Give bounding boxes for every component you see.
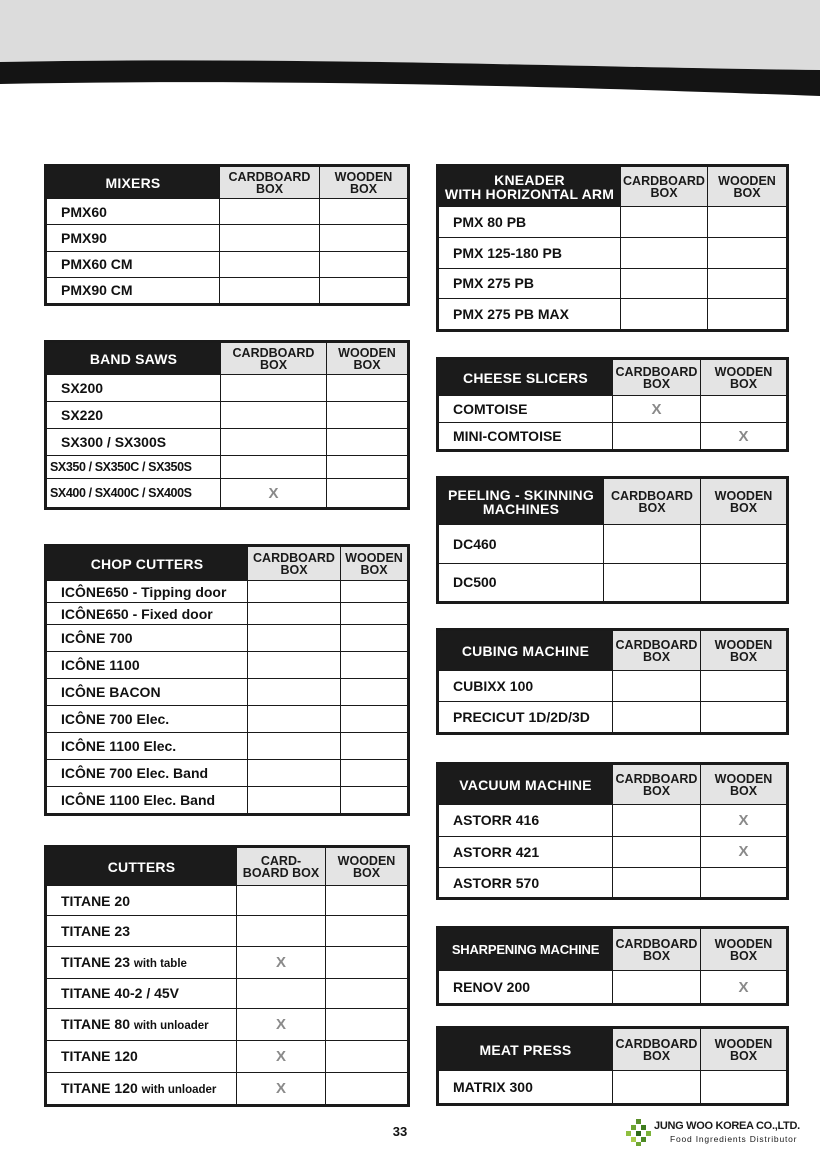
header-swoosh: [0, 0, 820, 100]
table-title: BAND SAWS: [47, 343, 221, 375]
wooden-cell: [320, 251, 408, 277]
cardboard-cell: X: [237, 946, 326, 978]
cardboard-cell: [248, 787, 341, 814]
peeling-skinning-table: [436, 476, 789, 604]
wooden-cell: [326, 1072, 408, 1104]
cardboard-cell: [613, 971, 701, 1004]
table-title: CUTTERS: [47, 848, 237, 886]
cardboard-cell: [237, 978, 326, 1008]
col-cardboard-box: CARDBOARD BOX: [604, 479, 701, 525]
wooden-cell: [708, 268, 787, 299]
product-name: PMX90: [47, 225, 220, 251]
col-wooden-box: WOODEN BOX: [701, 929, 787, 971]
col-cardboard-box: CARDBOARD BOX: [621, 167, 708, 207]
cardboard-cell: [621, 207, 708, 238]
cardboard-cell: [248, 581, 341, 603]
product-name: ICÔNE650 - Fixed door: [47, 603, 248, 625]
product-name: SX350 / SX350C / SX350S: [47, 455, 221, 479]
wooden-cell: [708, 237, 787, 268]
wooden-cell: [341, 603, 408, 625]
wooden-cell: [341, 787, 408, 814]
product-name: ICÔNE 700: [47, 625, 248, 652]
product-name: PMX60: [47, 199, 220, 225]
cardboard-cell: [220, 199, 320, 225]
cardboard-cell: [237, 916, 326, 946]
col-wooden-box: WOODEN BOX: [701, 631, 787, 671]
product-name: PMX 275 PB: [439, 268, 621, 299]
kneader-table: [436, 164, 789, 332]
product-name: PMX 80 PB: [439, 207, 621, 238]
cardboard-cell: [220, 225, 320, 251]
wooden-cell: [326, 916, 408, 946]
company-name: JUNG WOO KOREA CO.,LTD.: [654, 1120, 800, 1132]
wooden-cell: X: [701, 423, 787, 450]
cubing-machine-table: [436, 628, 789, 735]
wooden-cell: [701, 868, 787, 898]
product-name: PRECICUT 1D/2D/3D: [439, 702, 613, 733]
product-name: TITANE 120: [47, 1040, 237, 1072]
product-name: TITANE 23 with table: [47, 946, 237, 978]
cardboard-cell: [248, 679, 341, 706]
wooden-cell: [320, 277, 408, 303]
wooden-cell: [341, 760, 408, 787]
wooden-cell: X: [701, 971, 787, 1004]
wooden-cell: [320, 199, 408, 225]
product-name: ICÔNE BACON: [47, 679, 248, 706]
product-name: TITANE 120 with unloader: [47, 1072, 237, 1104]
col-wooden-box: WOODEN BOX: [701, 479, 787, 525]
wooden-cell: [341, 679, 408, 706]
wooden-cell: [701, 396, 787, 423]
col-wooden-box: WOODEN BOX: [701, 1029, 787, 1071]
wooden-cell: [701, 525, 787, 564]
cardboard-cell: [613, 702, 701, 733]
cardboard-cell: [221, 375, 327, 402]
cardboard-cell: [248, 706, 341, 733]
col-wooden-box: WOODEN BOX: [701, 765, 787, 805]
col-cardboard-box: CARDBOARD BOX: [613, 1029, 701, 1071]
col-wooden-box: WOODEN BOX: [708, 167, 787, 207]
product-name: SX220: [47, 401, 221, 428]
cardboard-cell: X: [613, 396, 701, 423]
meat-press-table: [436, 1026, 789, 1106]
cardboard-cell: [613, 805, 701, 837]
product-name: TITANE 20: [47, 886, 237, 916]
wooden-cell: [327, 455, 408, 479]
company-brand: [626, 1118, 816, 1148]
cardboard-cell: [248, 652, 341, 679]
col-cardboard-box: CARDBOARD BOX: [613, 360, 701, 396]
cardboard-cell: [248, 760, 341, 787]
cardboard-cell: [604, 563, 701, 602]
col-wooden-box: WOODEN BOX: [327, 343, 408, 375]
wooden-cell: [341, 706, 408, 733]
page-number: 33: [392, 1124, 408, 1139]
wooden-cell: [701, 702, 787, 733]
product-name: SX400 / SX400C / SX400S: [47, 479, 221, 508]
cardboard-cell: [220, 251, 320, 277]
col-cardboard-box: CARDBOARD BOX: [613, 765, 701, 805]
cardboard-cell: [221, 455, 327, 479]
cardboard-cell: X: [221, 479, 327, 508]
col-wooden-box: WOODEN BOX: [320, 167, 408, 199]
product-name: DC460: [439, 525, 604, 564]
cardboard-cell: X: [237, 1008, 326, 1040]
col-cardboard-line1: CARD-: [260, 853, 302, 868]
chop-cutters-table: [44, 544, 410, 816]
product-name: PMX 125-180 PB: [439, 237, 621, 268]
product-name: ASTORR 570: [439, 868, 613, 898]
col-cardboard-box: CARDBOARD BOX: [220, 167, 320, 199]
table-title: CHOP CUTTERS: [47, 547, 248, 581]
cardboard-cell: [613, 836, 701, 868]
cardboard-cell: [613, 868, 701, 898]
col-cardboard-box: [237, 848, 326, 886]
col-cardboard-box: CARDBOARD BOX: [248, 547, 341, 581]
wooden-cell: [327, 428, 408, 455]
cardboard-cell: [604, 525, 701, 564]
cardboard-cell: [613, 671, 701, 702]
wooden-cell: [701, 563, 787, 602]
wooden-cell: [341, 652, 408, 679]
wooden-cell: [326, 946, 408, 978]
product-name: CUBIXX 100: [439, 671, 613, 702]
cardboard-cell: X: [237, 1072, 326, 1104]
product-name: ICÔNE 1100 Elec. Band: [47, 787, 248, 814]
table-title: SHARPENING MACHINE: [439, 929, 613, 971]
table-title: MIXERS: [47, 167, 220, 199]
cardboard-cell: X: [237, 1040, 326, 1072]
wooden-cell: [341, 733, 408, 760]
product-name: COMTOISE: [439, 396, 613, 423]
sharpening-machine-table: [436, 926, 789, 1006]
wooden-cell: [326, 1008, 408, 1040]
product-name: DC500: [439, 563, 604, 602]
col-cardboard-box: CARDBOARD BOX: [613, 631, 701, 671]
product-name: ASTORR 416: [439, 805, 613, 837]
product-name: ICÔNE650 - Tipping door: [47, 581, 248, 603]
product-name: MINI-COMTOISE: [439, 423, 613, 450]
wooden-cell: [326, 886, 408, 916]
table-title: CUBING MACHINE: [439, 631, 613, 671]
product-name: TITANE 23: [47, 916, 237, 946]
col-wooden-box: WOODEN BOX: [326, 848, 408, 886]
product-name: MATRIX 300: [439, 1071, 613, 1104]
cardboard-cell: [613, 423, 701, 450]
product-name: SX300 / SX300S: [47, 428, 221, 455]
product-name: SX200: [47, 375, 221, 402]
cardboard-cell: [221, 428, 327, 455]
wooden-cell: [701, 1071, 787, 1104]
wooden-cell: [341, 581, 408, 603]
table-title: CHEESE SLICERS: [439, 360, 613, 396]
cutters-table: [44, 845, 410, 1107]
table-title: MEAT PRESS: [439, 1029, 613, 1071]
product-name: TITANE 80 with unloader: [47, 1008, 237, 1040]
table-title: KNEADER WITH HORIZONTAL ARM: [439, 167, 621, 207]
col-wooden-box: WOODEN BOX: [341, 547, 408, 581]
col-cardboard-box: CARDBOARD BOX: [613, 929, 701, 971]
wooden-cell: [341, 625, 408, 652]
product-name: PMX 275 PB MAX: [439, 299, 621, 330]
product-name: ICÔNE 1100: [47, 652, 248, 679]
cardboard-cell: [621, 268, 708, 299]
cardboard-cell: [621, 237, 708, 268]
wooden-cell: [701, 671, 787, 702]
col-cardboard-box: CARDBOARD BOX: [221, 343, 327, 375]
product-name: ICÔNE 700 Elec.: [47, 706, 248, 733]
cardboard-cell: [237, 886, 326, 916]
wooden-cell: [708, 299, 787, 330]
table-title: PEELING - SKINNING MACHINES: [439, 479, 604, 525]
wooden-cell: [320, 225, 408, 251]
cardboard-cell: [248, 625, 341, 652]
cardboard-cell: [248, 733, 341, 760]
cardboard-cell: [221, 401, 327, 428]
wooden-cell: [708, 207, 787, 238]
company-logo-icon: [626, 1118, 652, 1146]
wooden-cell: [327, 401, 408, 428]
product-name: ICÔNE 1100 Elec.: [47, 733, 248, 760]
band-saws-table: [44, 340, 410, 510]
table-title: VACUUM MACHINE: [439, 765, 613, 805]
col-wooden-box: WOODEN BOX: [701, 360, 787, 396]
vacuum-machine-table: [436, 762, 789, 900]
cardboard-cell: [220, 277, 320, 303]
product-name: PMX60 CM: [47, 251, 220, 277]
cheese-slicers-table: [436, 357, 789, 452]
wooden-cell: X: [701, 836, 787, 868]
product-name: ICÔNE 700 Elec. Band: [47, 760, 248, 787]
col-cardboard-line2: BOARD BOX: [242, 865, 320, 880]
mixers-table: [44, 164, 410, 306]
wooden-cell: X: [701, 805, 787, 837]
wooden-cell: [326, 978, 408, 1008]
cardboard-cell: [248, 603, 341, 625]
product-name: PMX90 CM: [47, 277, 220, 303]
cardboard-cell: [613, 1071, 701, 1104]
product-name: ASTORR 421: [439, 836, 613, 868]
wooden-cell: [327, 375, 408, 402]
company-tagline: Food Ingredients Distributor: [670, 1134, 798, 1144]
product-name: TITANE 40-2 / 45V: [47, 978, 237, 1008]
wooden-cell: [327, 479, 408, 508]
cardboard-cell: [621, 299, 708, 330]
product-name: RENOV 200: [439, 971, 613, 1004]
wooden-cell: [326, 1040, 408, 1072]
